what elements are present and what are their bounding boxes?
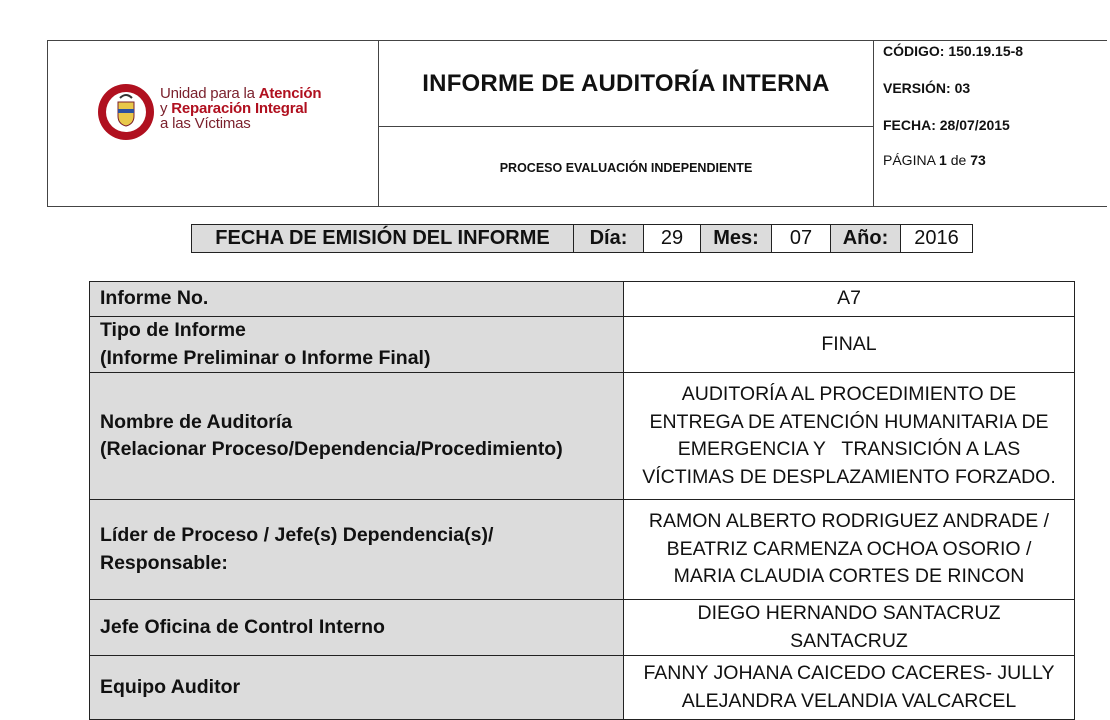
row-value-line: VÍCTIMAS DE DESPLAZAMIENTO FORZADO. [642,465,1056,488]
row-value-line: SANTACRUZ [790,629,908,652]
row-value [624,282,1075,317]
month-label: Mes: [700,225,771,252]
row-key [90,656,624,720]
row-key [90,282,624,317]
row-value [624,500,1075,600]
table-row [90,373,1075,500]
row-value-line: BEATRIZ CARMENZA OCHOA OSORIO / [666,537,1032,560]
emission-date-bar [191,224,973,253]
audit-info-table [89,281,1075,720]
table-row [90,600,1075,656]
year-label: Año: [830,225,900,252]
row-key [90,373,624,500]
row-key-line: Informe No. [100,287,209,310]
row-key-line: Responsable: [100,551,228,574]
day-value: 29 [643,225,700,252]
emission-label: FECHA DE EMISIÓN DEL INFORME [192,225,573,252]
row-key-line: (Relacionar Proceso/Dependencia/Procedimiento) [100,438,563,460]
document-title: INFORME DE AUDITORÍA INTERNA [422,69,830,97]
row-value-line: MARIA CLAUDIA CORTES DE RINCON [673,565,1025,588]
table-row [90,282,1075,317]
entity-logo: Unidad para la Atención y Reparación Integral a las Víctimas [96,80,346,146]
row-value-line: FANNY JOHANA CAICEDO CACERES- JULLY [643,662,1055,684]
page-indicator: PÁGINA 1 de 73 [883,152,986,168]
day-label: Día: [573,225,643,252]
coat-of-arms-icon [96,82,156,142]
table-row [90,500,1075,600]
document-header [47,40,1107,207]
row-value-line: FINAL [821,332,877,355]
process-subtitle: PROCESO EVALUACIÓN INDEPENDIENTE [499,160,753,175]
document-date: FECHA: 28/07/2015 [883,117,1010,133]
table-row [90,317,1075,373]
row-value-line: AUDITORÍA AL PROCEDIMIENTO DE [681,383,1017,405]
row-value-line: ALEJANDRA VELANDIA VALCARCEL [681,689,1017,712]
row-key [90,500,624,600]
row-value-line: EMERGENCIA Y TRANSICIÓN A LAS [677,438,1021,460]
row-key-line: Equipo Auditor [100,675,241,698]
row-key [90,600,624,656]
row-key-line: (Informe Preliminar o Informe Final) [100,346,431,369]
row-key-line: Jefe Oficina de Control Interno [100,615,385,638]
row-value-line: RAMON ALBERTO RODRIGUEZ ANDRADE / [648,510,1050,533]
row-key-line: Líder de Proceso / Jefe(s) Dependencia(s)/ [100,524,494,546]
row-value [624,317,1075,373]
row-key [90,317,624,373]
month-value: 07 [771,225,830,252]
row-value-line: DIEGO HERNANDO SANTACRUZ [697,602,1001,624]
year-value: 2016 [900,225,972,252]
row-value [624,656,1075,720]
row-value [624,373,1075,500]
row-value-line: A7 [837,287,861,310]
row-value-line: ENTREGA DE ATENCIÓN HUMANITARIA DE [649,410,1049,433]
document-code: CÓDIGO: 150.19.15-8 [883,43,1024,59]
table-row [90,656,1075,720]
document-version: VERSIÓN: 03 [883,80,971,96]
row-value [624,600,1075,656]
row-key-line: Tipo de Informe [100,319,246,341]
row-key-line: Nombre de Auditoría [100,410,293,433]
